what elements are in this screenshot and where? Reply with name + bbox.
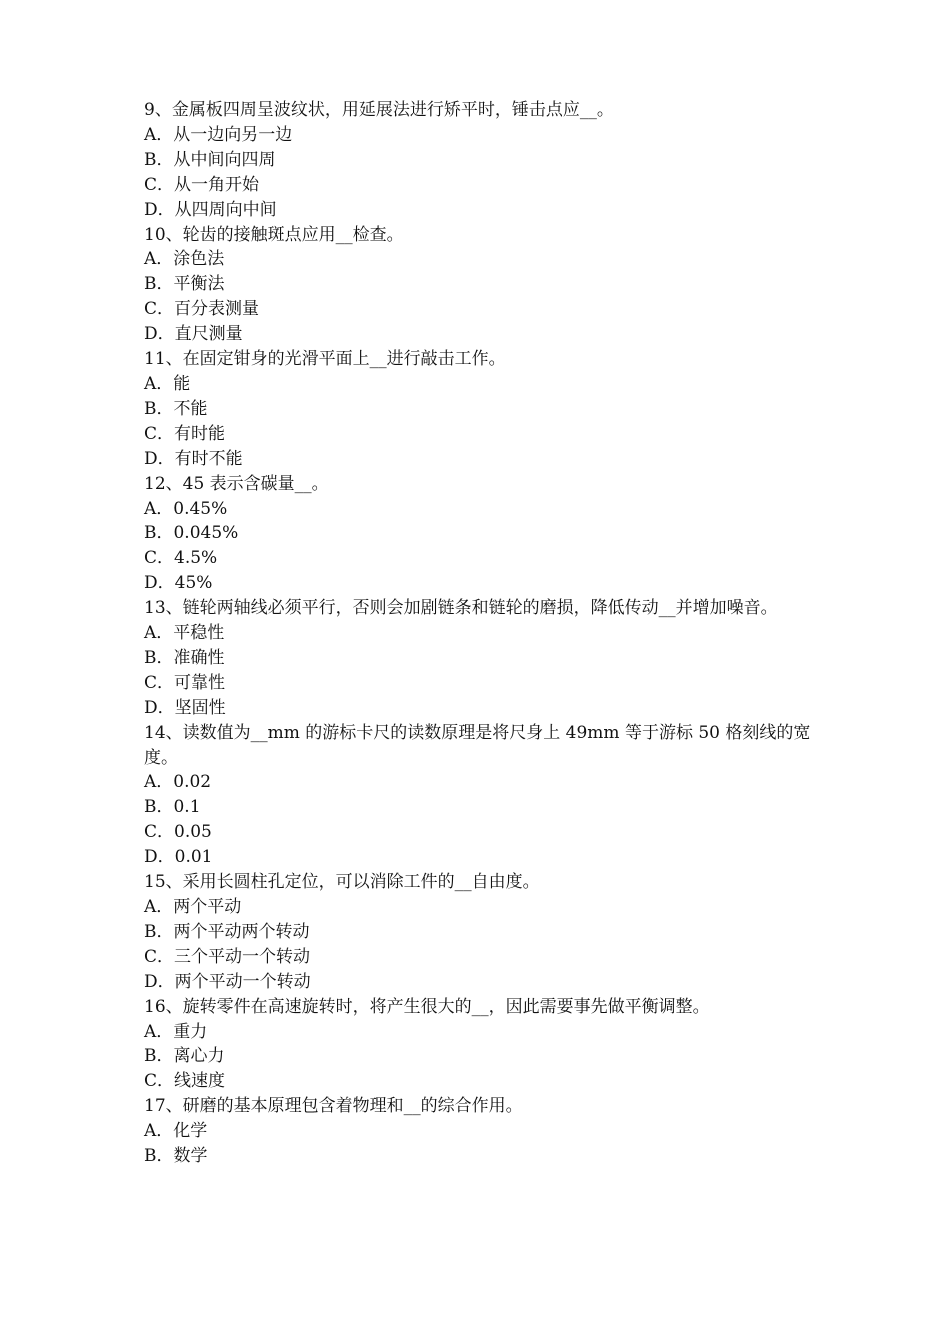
option-a: A．两个平动 [144, 897, 242, 917]
option-a: A．能 [144, 373, 191, 394]
question-12 [144, 472, 814, 597]
option-a: A．0.45% [144, 498, 228, 519]
option-b: B．0.045% [144, 523, 239, 544]
option-a: A．涂色法 [144, 249, 225, 270]
option-d: D．有时不能 [144, 448, 243, 469]
question-text: 10、轮齿的接触斑点应用__检查。 [144, 224, 404, 245]
option-b: B．从中间向四周 [144, 149, 276, 170]
option-b: B．两个平动两个转动 [144, 921, 310, 942]
option-list [144, 1119, 814, 1169]
option-c: C．百分表测量 [144, 299, 260, 320]
option-b: B．数学 [144, 1146, 208, 1167]
question-16 [144, 995, 814, 1095]
option-c: C．4.5% [144, 548, 218, 569]
option-c: C．可靠性 [144, 672, 226, 693]
option-b: B．准确性 [144, 647, 225, 668]
option-c: C．从一角开始 [144, 174, 260, 195]
option-list [144, 1020, 814, 1095]
question-text: 9、金属板四周呈波纹状，用延展法进行矫平时，锤击点应__。 [144, 100, 614, 120]
option-d: D．0.01 [144, 847, 213, 868]
option-d: D．两个平动一个转动 [144, 971, 311, 992]
document-page [144, 98, 814, 1169]
question-text: 15、采用长圆柱孔定位，可以消除工件的__自由度。 [144, 872, 540, 893]
option-b: B．平衡法 [144, 274, 225, 295]
option-list [144, 770, 814, 870]
question-text: 16、旋转零件在高速旋转时，将产生很大的__，因此需要事先做平衡调整。 [144, 996, 710, 1017]
option-list [144, 247, 814, 347]
option-a: A．从一边向另一边 [144, 124, 293, 145]
option-list [144, 895, 814, 995]
question-text: 12、45 表示含碳量__。 [144, 473, 329, 494]
option-list [144, 621, 814, 721]
option-d: D．45% [144, 573, 213, 594]
option-a: A．平稳性 [144, 623, 225, 644]
question-10 [144, 223, 814, 348]
question-text: 17、研磨的基本原理包含着物理和__的综合作用。 [144, 1096, 523, 1117]
option-list [144, 497, 814, 597]
option-list [144, 372, 814, 472]
option-c: C．0.05 [144, 822, 212, 843]
option-d: D．坚固性 [144, 697, 226, 718]
question-9 [144, 98, 814, 223]
question-11 [144, 347, 814, 472]
option-d: D．从四周向中间 [144, 199, 277, 220]
question-text: 13、链轮两轴线必须平行，否则会加剧链条和链轮的磨损，降低传动__并增加噪音。 [144, 598, 778, 619]
option-a: A．化学 [144, 1121, 208, 1142]
option-c: C．有时能 [144, 423, 226, 444]
question-15 [144, 870, 814, 995]
option-a: A．0.02 [144, 772, 212, 793]
option-b: B．0.1 [144, 797, 201, 818]
option-c: C．线速度 [144, 1071, 226, 1092]
option-b: B．不能 [144, 398, 208, 419]
question-14 [144, 721, 814, 870]
option-c: C．三个平动一个转动 [144, 946, 311, 967]
option-b: B．离心力 [144, 1046, 225, 1067]
question-text: 11、在固定钳身的光滑平面上__进行敲击工作。 [144, 349, 506, 370]
option-a: A．重力 [144, 1021, 208, 1042]
option-d: D．直尺测量 [144, 324, 243, 345]
option-list [144, 123, 814, 223]
question-text: 14、读数值为__mm 的游标卡尺的读数原理是将尺身上 49mm 等于游标 50 格刻线的宽度。 [144, 722, 811, 768]
question-13 [144, 596, 814, 721]
question-17 [144, 1094, 814, 1169]
